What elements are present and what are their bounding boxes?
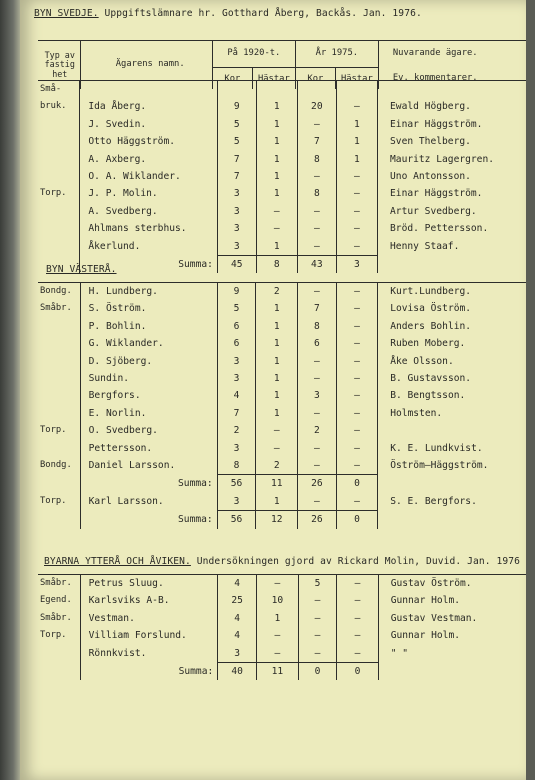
horses-1920: 1 bbox=[256, 387, 298, 404]
current-owner: " " bbox=[378, 645, 526, 663]
table-row bbox=[38, 370, 526, 387]
table-row bbox=[38, 422, 526, 439]
sum-cows-1920: 56 bbox=[217, 511, 256, 529]
horses-1975: – bbox=[337, 627, 378, 644]
horses-1975: – bbox=[336, 185, 377, 202]
sum-label: Summa: bbox=[80, 475, 217, 493]
current-owner: K. E. Lundkvist. bbox=[378, 440, 526, 457]
current-owner: Anders Bohlin. bbox=[378, 318, 526, 335]
owner-name: J. P. Molin. bbox=[80, 185, 218, 202]
current-owner bbox=[378, 422, 526, 439]
col-komm-label: Ev. kommentarer. bbox=[392, 73, 478, 84]
col-kor-1920: Kor bbox=[224, 74, 241, 85]
owner-name: Åkerlund. bbox=[80, 238, 218, 256]
horses-1920: – bbox=[256, 440, 298, 457]
table-row bbox=[38, 592, 526, 609]
horses-1975: – bbox=[336, 370, 377, 387]
property-type: Torp. bbox=[40, 188, 67, 199]
current-owner: Artur Svedberg. bbox=[378, 203, 526, 220]
sum-cows-1975: 26 bbox=[298, 475, 337, 493]
sum-cows-1920: 56 bbox=[217, 475, 256, 493]
sum-horses-1920: 8 bbox=[256, 256, 297, 274]
cows-1920: 4 bbox=[218, 627, 257, 644]
cows-1975: 3 bbox=[298, 387, 337, 404]
horses-1920: 1 bbox=[256, 370, 298, 387]
cows-1920: 6 bbox=[217, 335, 256, 352]
sum-cows-1975: 26 bbox=[298, 511, 337, 529]
cows-1920: 3 bbox=[217, 220, 256, 237]
horses-1920: 1 bbox=[256, 335, 298, 352]
horses-1920: 1 bbox=[256, 300, 298, 317]
property-type: Bondg. bbox=[40, 460, 72, 471]
horses-1920: – bbox=[257, 627, 299, 644]
col-nuvarande-label: Nuvarande ägare. bbox=[392, 48, 478, 58]
horses-1975: – bbox=[336, 405, 377, 422]
property-type bbox=[38, 133, 80, 150]
table-row bbox=[38, 300, 526, 317]
current-owner: Henny Staaf. bbox=[378, 238, 526, 256]
current-owner: Ewald Högberg. bbox=[378, 98, 526, 115]
horses-1975: – bbox=[336, 440, 377, 457]
cows-1920: 5 bbox=[217, 133, 256, 150]
current-owner: Gunnar Holm. bbox=[378, 592, 526, 609]
sum-spacer bbox=[38, 663, 80, 681]
sum-spacer bbox=[378, 511, 526, 529]
table-row bbox=[38, 493, 526, 511]
cows-1920: 6 bbox=[217, 318, 256, 335]
property-type: Små- bbox=[40, 84, 62, 94]
property-type: Egend. bbox=[40, 595, 72, 606]
owner-name: A. Axberg. bbox=[80, 151, 218, 168]
cows-1975: – bbox=[298, 457, 337, 475]
table-row bbox=[38, 645, 526, 663]
table-row bbox=[38, 440, 526, 457]
owner-name: Ahlmans sterbhus. bbox=[80, 220, 218, 237]
horses-1920: 1 bbox=[257, 610, 299, 627]
cows-1920: 2 bbox=[217, 422, 256, 439]
sum-cows-1975: 43 bbox=[297, 256, 336, 274]
cows-1975: – bbox=[298, 610, 337, 627]
owner-name: Bergfors. bbox=[80, 387, 217, 404]
horses-1975: – bbox=[336, 203, 377, 220]
current-owner: Holmsten. bbox=[378, 405, 526, 422]
village-title-vastera: BYN VÄSTERÅ. bbox=[46, 264, 117, 275]
property-type bbox=[38, 116, 80, 133]
current-owner: Sven Thelberg. bbox=[378, 133, 526, 150]
owner-name: Vestman. bbox=[80, 610, 218, 627]
col-1920-label: På 1920-t. bbox=[227, 48, 281, 58]
cows-1975: – bbox=[297, 220, 336, 237]
table-row bbox=[38, 185, 526, 202]
property-type: bruk. bbox=[40, 101, 67, 112]
sum-horses-1975: 3 bbox=[336, 256, 377, 274]
col-typ: Typ av fastig het bbox=[38, 41, 80, 89]
owner-name: H. Lundberg. bbox=[80, 283, 217, 301]
table-row bbox=[38, 387, 526, 404]
property-type: Småbr. bbox=[40, 612, 72, 623]
sum-spacer bbox=[38, 511, 80, 529]
sum-horses-1975: 0 bbox=[337, 663, 378, 681]
owner-name: Sundin. bbox=[80, 370, 217, 387]
village-title-svedje: BYN SVEDJE. bbox=[34, 8, 99, 19]
property-type bbox=[38, 335, 80, 352]
owner-name: E. Norlin. bbox=[80, 405, 217, 422]
property-type: Småbr. bbox=[40, 578, 72, 588]
cows-1920: 3 bbox=[217, 493, 256, 511]
table-row bbox=[38, 318, 526, 335]
horses-1975: – bbox=[336, 335, 377, 352]
horses-1920: 1 bbox=[256, 133, 297, 150]
property-type bbox=[38, 168, 80, 185]
cows-1975: – bbox=[298, 283, 337, 301]
horses-1975: – bbox=[336, 457, 377, 475]
owner-name: S. Öström. bbox=[80, 300, 217, 317]
cows-1920: 3 bbox=[217, 185, 256, 202]
current-owner: Öström–Häggström. bbox=[378, 457, 526, 475]
table-row bbox=[38, 133, 526, 150]
village-title-yttera: BYARNA YTTERÅ OCH ÅVIKEN. Undersökningen gjord av Rickard Molin, Duvid. Jan. 1976 bbox=[44, 556, 520, 567]
cows-1975: 8 bbox=[298, 318, 337, 335]
property-type bbox=[38, 318, 80, 335]
property-type: Torp. bbox=[40, 425, 67, 436]
cows-1975: – bbox=[298, 592, 337, 609]
table-row bbox=[38, 457, 526, 475]
horses-1920: – bbox=[256, 220, 297, 237]
horses-1975: – bbox=[336, 422, 377, 439]
table-row bbox=[38, 353, 526, 370]
col-1975-label: År 1975. bbox=[315, 48, 359, 58]
horses-1975: – bbox=[336, 283, 377, 301]
cows-1920: 3 bbox=[217, 370, 256, 387]
sum-horses-1920: 11 bbox=[257, 663, 299, 681]
horses-1975: – bbox=[336, 168, 377, 185]
table-row bbox=[38, 116, 526, 133]
cows-1920: 4 bbox=[218, 575, 257, 593]
cows-1975: 2 bbox=[298, 422, 337, 439]
current-owner: Ruben Moberg. bbox=[378, 335, 526, 352]
horses-1975: – bbox=[336, 238, 377, 256]
sum-cows-1975: 0 bbox=[298, 663, 337, 681]
owner-name: G. Wiklander. bbox=[80, 335, 217, 352]
table-row bbox=[38, 405, 526, 422]
cows-1920: 7 bbox=[217, 405, 256, 422]
cows-1975: 20 bbox=[297, 98, 336, 115]
cows-1920: 4 bbox=[217, 387, 256, 404]
owner-name: Ida Åberg. bbox=[80, 98, 218, 115]
current-owner: B. Gustavsson. bbox=[378, 370, 526, 387]
horses-1975 bbox=[336, 81, 377, 99]
cows-1975: – bbox=[298, 440, 337, 457]
horses-1920: 1 bbox=[256, 98, 297, 115]
property-type bbox=[38, 370, 80, 387]
col-agare: Ägarens namn. bbox=[80, 41, 212, 89]
sum-horses-1975: 0 bbox=[336, 511, 377, 529]
horses-1920: – bbox=[257, 645, 299, 663]
cows-1920: 8 bbox=[217, 457, 256, 475]
current-owner: Lovisa Öström. bbox=[378, 300, 526, 317]
cows-1975: – bbox=[297, 238, 336, 256]
current-owner: Kurt.Lundberg. bbox=[378, 283, 526, 301]
property-type bbox=[38, 353, 80, 370]
col-kor-1975: Kor bbox=[307, 74, 324, 85]
property-type: Bondg. bbox=[40, 286, 72, 296]
horses-1920: 1 bbox=[256, 151, 297, 168]
table-row bbox=[38, 335, 526, 352]
cows-1975: – bbox=[298, 353, 337, 370]
current-owner: Gustav Öström. bbox=[378, 575, 526, 593]
property-type bbox=[38, 151, 80, 168]
cows-1920: 3 bbox=[217, 238, 256, 256]
horses-1975: 1 bbox=[336, 116, 377, 133]
horses-1975: – bbox=[336, 220, 377, 237]
cows-1975: 6 bbox=[298, 335, 337, 352]
current-owner: B. Bengtsson. bbox=[378, 387, 526, 404]
horses-1920 bbox=[256, 81, 297, 99]
cows-1920: 7 bbox=[217, 151, 256, 168]
cows-1975: – bbox=[297, 203, 336, 220]
horses-1975: – bbox=[337, 592, 378, 609]
current-owner bbox=[378, 81, 526, 99]
sum-row bbox=[38, 511, 526, 529]
current-owner: Bröd. Pettersson. bbox=[378, 220, 526, 237]
horses-1920: 1 bbox=[256, 318, 298, 335]
current-owner: S. E. Bergfors. bbox=[378, 493, 526, 511]
cows-1975: – bbox=[298, 493, 337, 511]
horses-1920: 1 bbox=[256, 116, 297, 133]
sum-label: Summa: bbox=[80, 511, 217, 529]
table-yttera bbox=[38, 574, 526, 680]
current-owner: Gustav Vestman. bbox=[378, 610, 526, 627]
cows-1920: 5 bbox=[217, 116, 256, 133]
horses-1920: 1 bbox=[256, 238, 297, 256]
table-row bbox=[38, 627, 526, 644]
owner-name: Pettersson. bbox=[80, 440, 217, 457]
owner-name: J. Svedin. bbox=[80, 116, 218, 133]
col-hastar-1975: Hästar bbox=[335, 68, 378, 88]
owner-name: Villiam Forslund. bbox=[80, 627, 218, 644]
horses-1920: 1 bbox=[256, 168, 297, 185]
cows-1975: – bbox=[298, 645, 337, 663]
sum-label: Summa: bbox=[80, 663, 218, 681]
binder-edge bbox=[0, 0, 22, 780]
current-owner: Einar Häggström. bbox=[378, 116, 526, 133]
owner-name: Otto Häggström. bbox=[80, 133, 218, 150]
horses-1975: – bbox=[336, 353, 377, 370]
table-row bbox=[38, 220, 526, 237]
property-type bbox=[38, 203, 80, 220]
property-type: Torp. bbox=[40, 630, 67, 641]
table-svedje bbox=[38, 80, 526, 273]
horses-1920: 1 bbox=[256, 185, 297, 202]
cows-1975: 8 bbox=[297, 185, 336, 202]
cows-1920: 3 bbox=[218, 645, 257, 663]
horses-1975: – bbox=[337, 610, 378, 627]
header-text: Uppgiftslämnare hr. Gotthard Åberg, Backås. Jan. 1976. bbox=[98, 8, 422, 19]
cows-1920: 4 bbox=[218, 610, 257, 627]
cows-1975 bbox=[297, 81, 336, 99]
horses-1975: – bbox=[337, 575, 378, 593]
cows-1920: 25 bbox=[218, 592, 257, 609]
owner-name bbox=[80, 81, 218, 99]
ledger-page bbox=[20, 0, 526, 780]
horses-1975: – bbox=[336, 318, 377, 335]
table-row bbox=[38, 283, 526, 301]
cows-1920: 5 bbox=[217, 300, 256, 317]
sum-spacer bbox=[378, 663, 526, 681]
cows-1975: 5 bbox=[298, 575, 337, 593]
sum-horses-1920: 12 bbox=[256, 511, 298, 529]
cows-1920: 3 bbox=[217, 203, 256, 220]
cows-1975: 8 bbox=[297, 151, 336, 168]
sum-spacer bbox=[378, 256, 526, 274]
property-type: Småbr. bbox=[40, 303, 72, 314]
table-row bbox=[38, 575, 526, 593]
property-type bbox=[38, 220, 80, 237]
property-type bbox=[38, 405, 80, 422]
property-type bbox=[38, 440, 80, 457]
owner-name: Petrus Sluug. bbox=[80, 575, 218, 593]
cows-1975: – bbox=[297, 168, 336, 185]
sum-row bbox=[38, 663, 526, 681]
horses-1975: 1 bbox=[336, 151, 377, 168]
horses-1975: 1 bbox=[336, 133, 377, 150]
cows-1920: 9 bbox=[217, 283, 256, 301]
horses-1975: – bbox=[336, 300, 377, 317]
property-type: Torp. bbox=[40, 496, 67, 507]
horses-1920: – bbox=[256, 422, 298, 439]
current-owner: Gunnar Holm. bbox=[378, 627, 526, 644]
sum-spacer bbox=[378, 475, 526, 493]
cows-1975: 7 bbox=[297, 133, 336, 150]
owner-name: Rönnkvist. bbox=[80, 645, 218, 663]
horses-1920: 2 bbox=[256, 283, 298, 301]
horses-1975: – bbox=[337, 645, 378, 663]
horses-1920: 10 bbox=[257, 592, 299, 609]
horses-1920: – bbox=[256, 203, 297, 220]
cows-1975: – bbox=[297, 116, 336, 133]
table-row bbox=[38, 168, 526, 185]
horses-1975: – bbox=[336, 493, 377, 511]
owner-name: Karl Larsson. bbox=[80, 493, 217, 511]
sum-cows-1920: 45 bbox=[217, 256, 256, 274]
owner-name: A. Svedberg. bbox=[80, 203, 218, 220]
horses-1920: 1 bbox=[256, 405, 298, 422]
col-hastar-1920: Hästar bbox=[252, 68, 295, 88]
owner-name: O. Svedberg. bbox=[80, 422, 217, 439]
cows-1920: 7 bbox=[217, 168, 256, 185]
page-right-edge bbox=[526, 0, 535, 780]
current-owner: Mauritz Lagergren. bbox=[378, 151, 526, 168]
owner-name: Daniel Larsson. bbox=[80, 457, 217, 475]
horses-1920: 1 bbox=[256, 493, 298, 511]
horses-1920: 2 bbox=[256, 457, 298, 475]
cows-1920: 3 bbox=[217, 440, 256, 457]
table-row bbox=[38, 151, 526, 168]
horses-1920: 1 bbox=[256, 353, 298, 370]
owner-name: O. A. Wiklander. bbox=[80, 168, 218, 185]
sum-horses-1920: 11 bbox=[256, 475, 298, 493]
property-type bbox=[38, 387, 80, 404]
table-row bbox=[38, 203, 526, 220]
sum-horses-1975: 0 bbox=[336, 475, 377, 493]
table-vastera bbox=[38, 282, 526, 529]
current-owner: Einar Häggström. bbox=[378, 185, 526, 202]
table-row bbox=[38, 238, 526, 256]
table-row bbox=[38, 98, 526, 115]
table-row bbox=[38, 610, 526, 627]
owner-name: D. Sjöberg. bbox=[80, 353, 217, 370]
cows-1920: 3 bbox=[217, 353, 256, 370]
cows-1920: 9 bbox=[217, 98, 256, 115]
owner-name: Karlsviks A-B. bbox=[80, 592, 218, 609]
cows-1975: 7 bbox=[298, 300, 337, 317]
cows-1920 bbox=[217, 81, 256, 99]
cows-1975: – bbox=[298, 370, 337, 387]
current-owner: Åke Olsson. bbox=[378, 353, 526, 370]
sum-spacer bbox=[38, 475, 80, 493]
cows-1975: – bbox=[298, 627, 337, 644]
owner-name: P. Bohlin. bbox=[80, 318, 217, 335]
horses-1975: – bbox=[336, 98, 377, 115]
property-type bbox=[38, 238, 80, 256]
cows-1975: – bbox=[298, 405, 337, 422]
current-owner: Uno Antonsson. bbox=[378, 168, 526, 185]
page-header bbox=[34, 8, 422, 19]
sum-cows-1920: 40 bbox=[218, 663, 257, 681]
table-row bbox=[38, 81, 526, 99]
property-type bbox=[38, 645, 80, 663]
horses-1975: – bbox=[336, 387, 377, 404]
sum-row bbox=[38, 475, 526, 493]
horses-1920: – bbox=[257, 575, 299, 593]
sum-label: Summa: bbox=[80, 256, 218, 274]
